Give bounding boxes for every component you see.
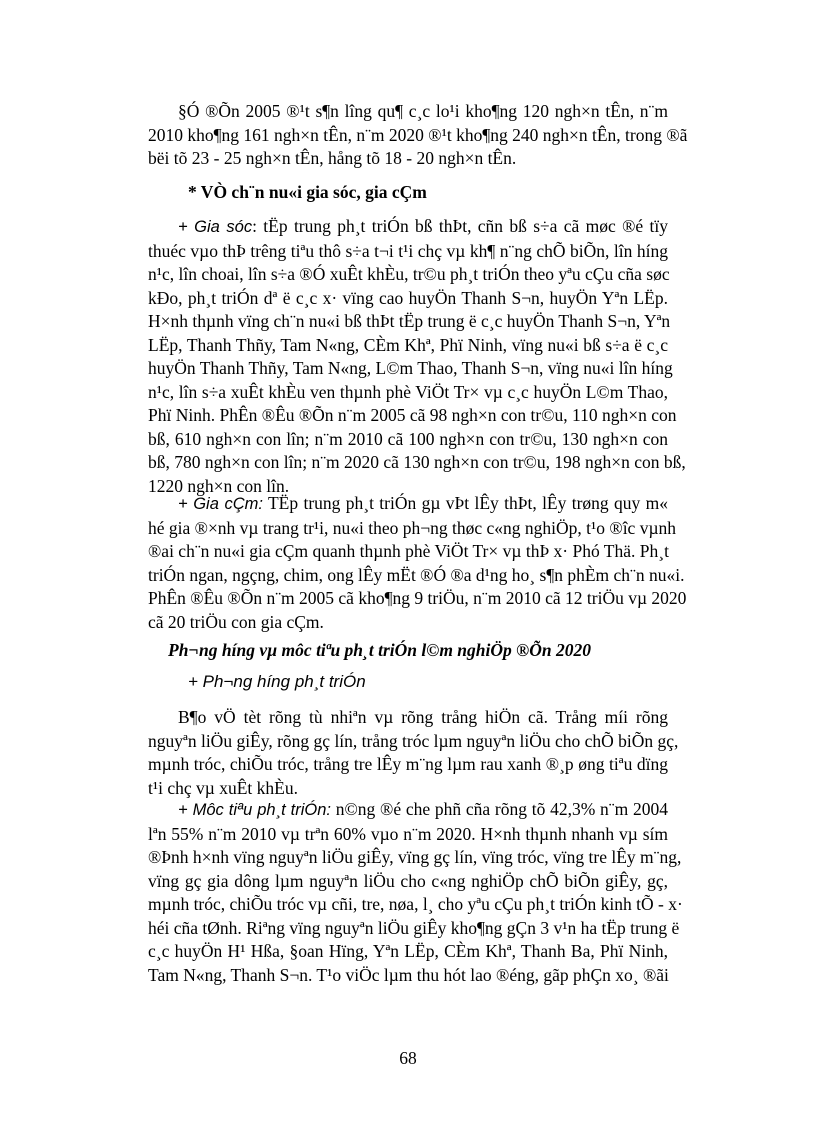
text-line: Phï Ninh. PhÊn ®Êu ®Õn n¨m 2005 cã 98 ngh×n con tr©u, 110 ngh×n con — [148, 405, 677, 425]
paragraph-poultry — [148, 492, 687, 634]
heading-livestock: * VÒ ch¨n nu«i gia sóc, gia cÇm — [188, 182, 427, 202]
text-line: 1220 ngh×n con lîn. — [148, 475, 290, 496]
text-line: n¹c, lîn choai, lîn s÷a ®Ó xuÊt khÈu, tr©u ph¸t triÓn theo yªu cÇu cña søc — [148, 264, 670, 284]
text-line: kÐo, ph¸t triÓn dª ë c¸c x· vïng cao huyÖn Thanh S¬n, huyÖn Yªn LËp. — [148, 287, 668, 308]
text-line: n¹c, lîn s÷a xuÊt khÈu ven thµnh phè ViÖt Tr× vµ c¸c huyÖn L©m Thao, — [148, 381, 668, 402]
text-line: 2010 kho¶ng 161 ngh×n tÊn, n¨m 2020 ®¹t kho¶ng 240 ngh×n tÊn, trong ®ã — [148, 124, 688, 145]
text-line: thuéc vµo thÞ trêng tiªu thô s÷a t¬i t¹i chç vµ kh¶ n¨ng chÕ biÕn, lîn híng — [148, 240, 668, 261]
subheading-direction: + Ph¬ng híng ph¸t triÓn — [188, 672, 366, 691]
paragraph-forestry-targets — [148, 798, 683, 987]
text-line: hé gia ®×nh vµ trang tr¹i, nu«i theo ph¬ng thøc c«ng nghiÖp, t¹o ®îc vµnh — [148, 517, 677, 538]
text-line: ®ai ch¨n nu«i gia cÇm quanh thµnh phè ViÖt Tr× vµ thÞ x· Phó Thä. Ph¸t — [148, 541, 669, 561]
text-line: LËp, Thanh Thñy, Tam N«ng, CÈm Khª, Phï Ninh, vïng nu«i bß s÷a ë c¸c — [148, 334, 668, 355]
text-line: huyÖn Thanh Thñy, Tam N«ng, L©m Thao, Thanh S¬n, vïng nu«i lîn híng — [148, 358, 673, 378]
text-line: H×nh thµnh vïng ch¨n nu«i bß thÞt tËp trung ë c¸c huyÖn Thanh S¬n, Yªn — [148, 311, 671, 331]
text-line: triÓn ngan, ngçng, chim, ong lÊy mËt ®Ó ®a d¹ng ho¸ s¶n phÈm ch¨n nu«i. — [148, 564, 685, 585]
text-line: mµnh tróc, chiÕu tróc, trång tre lÊy m¨ng lµm rau xanh ®¸p øng tiªu dïng — [148, 754, 668, 774]
text-line: nguyªn liÖu giÊy, rõng gç lín, trång tróc lµm nguyªn liÖu cho chÕ biÕn gç, — [148, 730, 679, 751]
paragraph-forest-protection — [148, 706, 679, 800]
page-number: 68 — [399, 1048, 417, 1068]
text-line: Tam N«ng, Thanh S¬n. T¹o viÖc lµm thu hót lao ®éng, gãp phÇn xo¸ ®ãi — [148, 964, 669, 985]
paragraph-cattle — [148, 215, 686, 498]
text-line: t¹i chç vµ xuÊt khÈu. — [148, 777, 298, 798]
text-line: §Ó ®Õn 2005 ®¹t s¶n lîng qu¶ c¸c lo¹i kho¶ng 120 ngh×n tÊn, n¨m — [178, 101, 668, 121]
text-line: bëi tõ 23 - 25 ngh×n tÊn, hång tõ 18 - 20 ngh×n tÊn. — [148, 148, 517, 168]
text-line: bß, 780 ngh×n con lîn; n¨m 2020 cã 130 ngh×n con tr©u, 198 ngh×n con bß, — [148, 452, 686, 472]
heading-forestry: Ph¬ng híng vµ môc tiªu ph¸t triÓn l©m nghiÖp ®Õn 2020 — [168, 640, 591, 660]
text-line: cã 20 triÖu con gia cÇm. — [148, 611, 324, 632]
text-line: c¸c huyÖn H¹ Hßa, §oan Hïng, Yªn LËp, CÈm Khª, Thanh Ba, Phï Ninh, — [148, 941, 668, 961]
paragraph-fruit-output — [148, 100, 688, 171]
text-line: lªn 55% n¨m 2010 vµ trªn 60% vµo n¨m 2020. H×nh thµnh nhanh vµ sím — [148, 823, 668, 844]
text-line: B¶o vÖ tèt rõng tù nhiªn vµ rõng trång hiÖn cã. Trång míi rõng — [178, 707, 668, 727]
text-line: ®Þnh h×nh vïng nguyªn liÖu giÊy, vïng gç lín, vïng tróc, vïng tre lÊy m¨ng, — [148, 847, 682, 867]
text-line: + Môc tiªu ph¸t triÓn: n©ng ®é che phñ cña rõng tõ 42,3% n¨m 2004 — [178, 799, 669, 819]
text-line: PhÊn ®Êu ®Õn n¨m 2005 cã kho¶ng 9 triÖu, n¨m 2010 cã 12 triÖu vµ 2020 — [148, 588, 687, 608]
text-line: bß, 610 ngh×n con lîn; n¨m 2010 cã 100 ngh×n con tr©u, 130 ngh×n con — [148, 428, 668, 449]
text-line: + Gia sóc: tËp trung ph¸t triÓn bß thÞt, cñn bß s÷a cã møc ®é tïy — [178, 216, 668, 236]
text-line: héi cña tØnh. Riªng vïng nguyªn liÖu giÊy kho¶ng gÇn 3 v¹n ha tËp trung ë — [148, 917, 680, 938]
text-line: mµnh tróc, chiÕu tróc vµ cñi, tre, nøa, l¸ cho yªu cÇu ph¸t triÓn kinh tÕ - x· — [148, 894, 683, 914]
text-line: + Gia cÇm: TËp trung ph¸t triÓn gµ vÞt lÊy thÞt, lÊy trøng quy m« — [178, 493, 668, 513]
text-line: vïng gç gia dông lµm nguyªn liÖu cho c«ng nghiÖp chÕ biÕn giÊy, gç, — [148, 870, 668, 891]
